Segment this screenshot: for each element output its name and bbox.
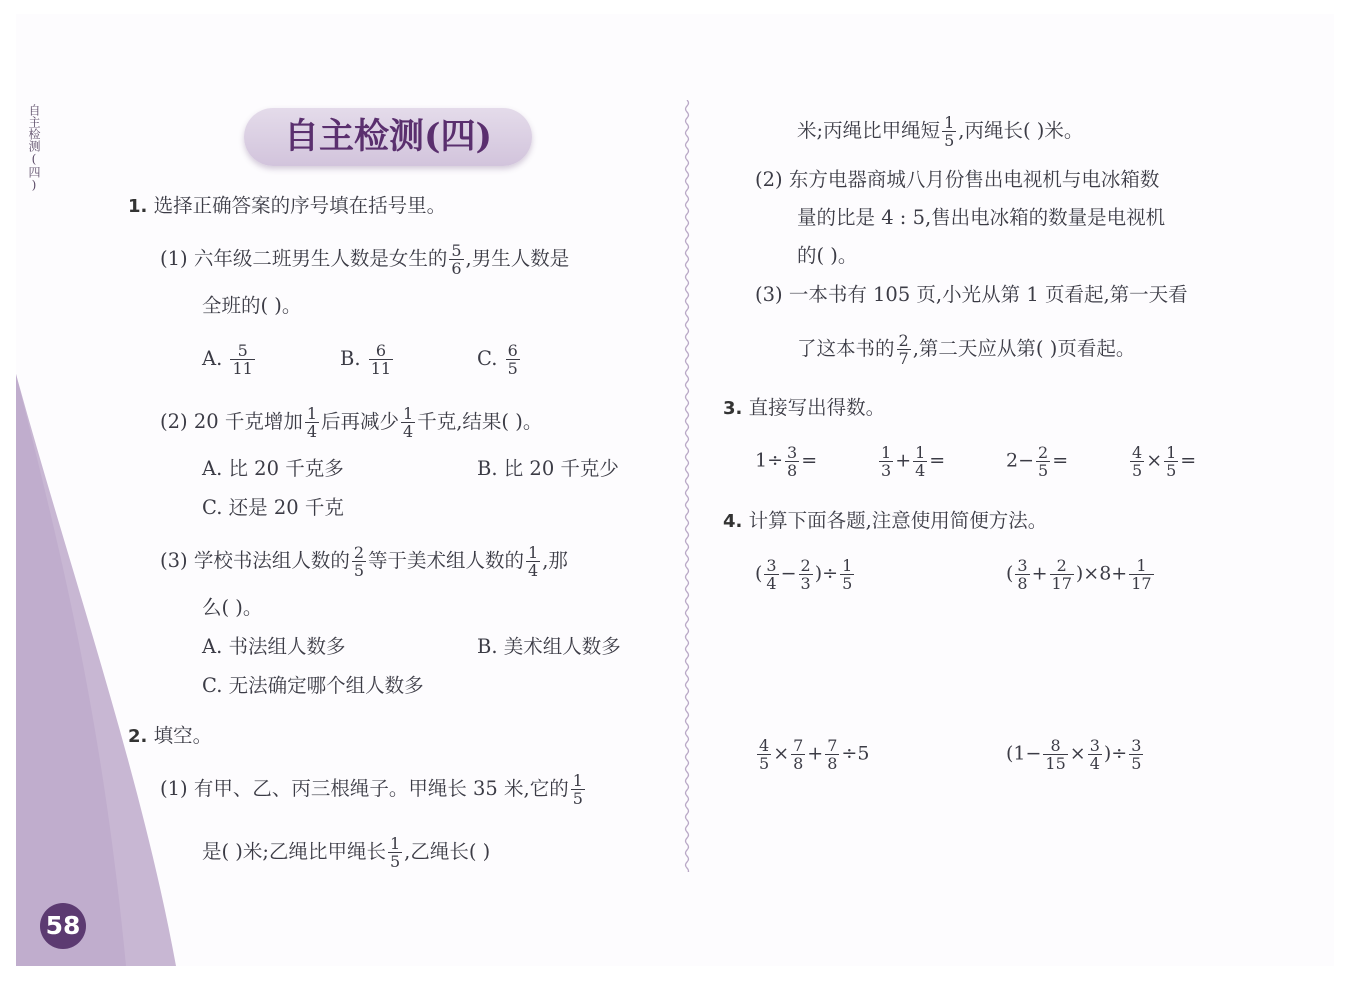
q2-item-3: (3) 一本书有 105 页,小光从第 1 页看起,第一天看 <box>755 283 1188 306</box>
question-number: 4. <box>723 511 743 532</box>
fraction: $\frac{1}{17}$ <box>1131 556 1152 593</box>
fraction: $\frac{1}{3}$ <box>881 443 892 480</box>
fraction: $\frac{8}{15}$ <box>1045 736 1066 773</box>
item-text: (1) 六年级二班男生人数是女生的 <box>160 247 448 270</box>
fraction: $\frac{7}{8}$ <box>793 736 804 773</box>
question-3 <box>723 394 885 423</box>
question-text: 选择正确答案的序号填在括号里。 <box>153 194 447 217</box>
page-number: 58 <box>40 903 86 949</box>
item-text: ,男生人数是 <box>465 247 570 270</box>
fraction: $\frac{4}{5}$ <box>759 736 770 773</box>
calc-4: (1− $\frac{8}{15}$ × $\frac{3}{4}$ )÷ $\frac{3}{5}$ <box>1006 736 1142 773</box>
option-c: C. $\frac{6}{5}$ <box>477 341 518 378</box>
fraction: $\frac{6}{5}$ <box>507 341 518 378</box>
fraction: $\frac{2}{5}$ <box>1038 443 1049 480</box>
q2-item-2-line2: 量的比是 4 : 5,售出电冰箱的数量是电视机 <box>797 206 1166 229</box>
fraction: $\frac{2}{7}$ <box>898 331 909 368</box>
fraction: $\frac{7}{8}$ <box>827 736 838 773</box>
mental-math-2: $\frac{1}{3}$ + $\frac{1}{4}$ = <box>881 443 946 480</box>
calc-1: ( $\frac{3}{4}$ − $\frac{2}{3}$ )÷ $\frac{1}{5}$ <box>755 556 853 593</box>
fraction: $\frac{1}{4}$ <box>528 543 539 580</box>
fraction: $\frac{1}{4}$ <box>915 443 926 480</box>
fraction: $\frac{2}{3}$ <box>800 556 811 593</box>
mental-math-3: 2− $\frac{2}{5}$ = <box>1006 443 1069 480</box>
q1-item-1 <box>160 242 569 277</box>
option-c: C. 无法确定哪个组人数多 <box>202 674 424 697</box>
question-1 <box>128 192 446 221</box>
question-2 <box>128 722 212 751</box>
option-a: A. 书法组人数多 <box>202 635 346 658</box>
option-b: B. 美术组人数多 <box>477 635 621 658</box>
fraction: $\frac{1}{5}$ <box>1166 443 1177 480</box>
question-number: 2. <box>128 726 148 747</box>
fraction: $\frac{3}{8}$ <box>1017 556 1028 593</box>
fraction: $\frac{3}{4}$ <box>1089 736 1100 773</box>
q1-item-2: (2) 20 千克增加 $\frac{1}{4}$ 后再减少 $\frac{1}{4}$ 千克,结果( )。 <box>160 404 543 441</box>
decorative-swoosh <box>16 14 216 966</box>
mental-math-4: $\frac{4}{5}$ × $\frac{1}{5}$ = <box>1132 443 1197 480</box>
question-text: 填空。 <box>153 724 213 747</box>
column-divider <box>680 100 694 872</box>
option-b: B. 比 20 千克少 <box>477 457 619 480</box>
q1-item-3: (3) 学校书法组人数的 $\frac{2}{5}$ 等于美术组人数的 $\frac{1}{4}$ ,那 <box>160 543 568 580</box>
option-b: B. $\frac{6}{11}$ <box>340 341 392 378</box>
q1-item-1-line2: 全班的( )。 <box>202 294 302 317</box>
fraction: $\frac{1}{4}$ <box>306 404 318 441</box>
question-4 <box>723 507 1047 536</box>
fraction: $\frac{1}{5}$ <box>944 113 955 150</box>
question-text: 直接写出得数。 <box>748 396 886 419</box>
q2-item-2: (2) 东方电器商城八月份售出电视机与电冰箱数 <box>755 168 1160 191</box>
question-text: 计算下面各题,注意使用简便方法。 <box>748 509 1048 532</box>
option-c: C. 还是 20 千克 <box>202 496 344 519</box>
calc-2: ( $\frac{3}{8}$ + $\frac{2}{17}$ )×8+ $\frac{1}{17}$ <box>1006 556 1152 593</box>
q2-item-1-line3: 米;丙绳比甲绳短 $\frac{1}{5}$ ,丙绳长( )米。 <box>797 113 1084 150</box>
fraction: $\frac{5}{6}$ <box>451 241 462 278</box>
fraction: $\frac{1}{5}$ <box>572 771 583 808</box>
question-number: 1. <box>128 196 148 217</box>
side-label: 自主检测(四) <box>27 104 41 192</box>
fraction: $\frac{1}{5}$ <box>842 556 853 593</box>
q2-item-3-line2: 了这本书的 $\frac{2}{7}$ ,第二天应从第( )页看起。 <box>797 331 1136 368</box>
fraction: $\frac{1}{5}$ <box>389 834 401 871</box>
fraction: $\frac{5}{11}$ <box>232 341 253 378</box>
fraction: $\frac{1}{4}$ <box>403 404 414 441</box>
option-a: A. $\frac{5}{11}$ <box>202 341 253 378</box>
fraction: $\frac{3}{8}$ <box>787 443 798 480</box>
page-title: 自主检测(四) <box>283 116 493 157</box>
fraction: $\frac{3}{4}$ <box>766 556 777 593</box>
mental-math-1: 1÷ $\frac{3}{8}$ = <box>755 443 818 480</box>
fraction: $\frac{3}{5}$ <box>1131 736 1142 773</box>
q1-item-3-line2: 么( )。 <box>202 596 263 619</box>
calc-3: $\frac{4}{5}$ × $\frac{7}{8}$ + $\frac{7}{8}$ ÷5 <box>759 736 870 773</box>
question-number: 3. <box>723 398 743 419</box>
q2-item-1-line2: 是( )米;乙绳比甲绳长 $\frac{1}{5}$ ,乙绳长( ) <box>202 834 491 871</box>
fraction: $\frac{2}{5}$ <box>353 543 365 580</box>
fraction: $\frac{2}{17}$ <box>1051 556 1072 593</box>
q2-item-1: (1) 有甲、乙、丙三根绳子。甲绳长 35 米,它的 $\frac{1}{5}$ <box>160 771 583 808</box>
q2-item-2-line3: 的( )。 <box>797 244 858 267</box>
fraction: $\frac{4}{5}$ <box>1132 443 1143 480</box>
fraction: $\frac{6}{11}$ <box>370 341 392 378</box>
option-a: A. 比 20 千克多 <box>202 457 344 480</box>
